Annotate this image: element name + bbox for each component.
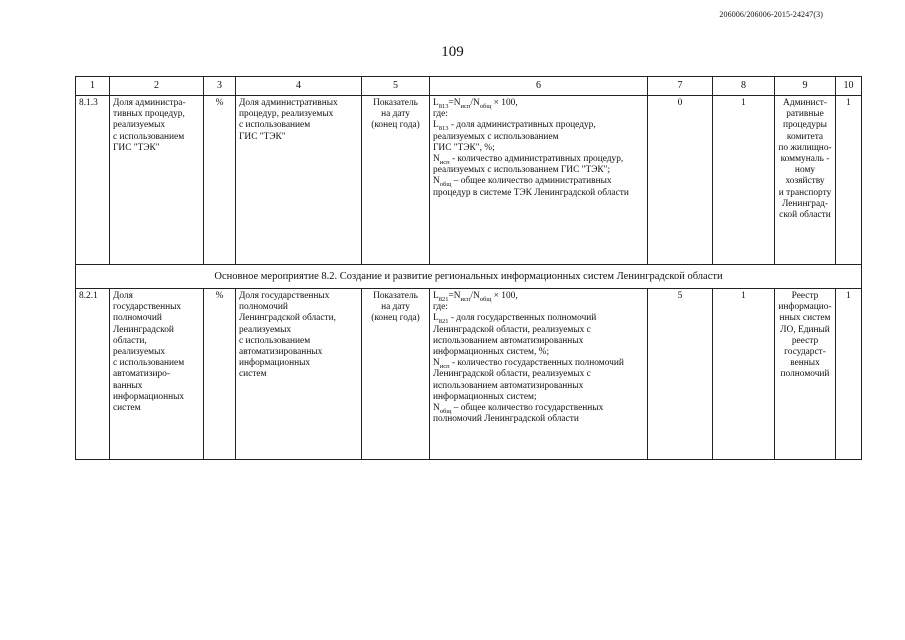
indicator-type: Показатель на дату (конец года) — [362, 289, 430, 460]
formula-n2-description: $N_{общ}$ – общее количество административных процедур в системе ТЭК Ленинградской области — [433, 176, 629, 198]
section-row — [76, 265, 862, 289]
table-row — [76, 289, 862, 460]
formula-l-description: $L_{821}$ - доля государственных полномочий Ленинградской области, реализуемых с использованием автоматизированных информационных систем, %; — [433, 313, 597, 358]
data-source: Админист- ративные процедуры комитета по жилищно- коммуналь - ному хозяйству и транспорту Ленинград- ской области — [775, 96, 836, 265]
value-col10: 1 — [836, 96, 862, 265]
formula-l-description: $L_{813}$ - доля административных процедур, реализуемых с использованием ГИС "ТЭК", %; — [433, 120, 596, 153]
row-code: 8.1.3 — [76, 96, 110, 265]
header-cell: 9 — [775, 77, 836, 96]
header-cell: 2 — [110, 77, 204, 96]
value-col8: 1 — [713, 289, 775, 460]
header-cell: 10 — [836, 77, 862, 96]
indicator-name: Доля администра- тивных процедур, реализуемых с использованием ГИС "ТЭК" — [110, 96, 204, 265]
header-cell: 1 — [76, 77, 110, 96]
formula-n1-description: $N_{исп}$ - количество государственных полномочий Ленинградской области, реализуемых с использованием автоматизированных информационных систем; — [433, 358, 624, 402]
header-cell: 8 — [713, 77, 775, 96]
where-label: где: — [433, 109, 448, 120]
formula-cell — [430, 289, 648, 460]
document-id: 206006/206006-2015-24247(3) — [719, 10, 823, 19]
value-col7: 5 — [648, 289, 713, 460]
page-number: 109 — [441, 44, 464, 60]
row-code: 8.2.1 — [76, 289, 110, 460]
header-row — [76, 77, 862, 96]
where-label: где: — [433, 302, 448, 313]
header-cell: 6 — [430, 77, 648, 96]
indicator-type: Показатель на дату (конец года) — [362, 96, 430, 265]
header-cell: 7 — [648, 77, 713, 96]
indicator-definition: Доля административных процедур, реализуемых с использованием ГИС "ТЭК" — [236, 96, 362, 265]
unit-cell: % — [204, 289, 236, 460]
header-cell: 3 — [204, 77, 236, 96]
unit-cell: % — [204, 96, 236, 265]
indicators-table — [75, 76, 862, 460]
value-col7: 0 — [648, 96, 713, 265]
formula-line: $L_{813}=N_{исп}/N_{общ} \times 100$, — [433, 98, 518, 110]
formula-n2-description: $N_{общ}$ – общее количество государственных полномочий Ленинградской области — [433, 403, 604, 425]
formula-line: $L_{821}=N_{исп}/N_{общ} \times 100$, — [433, 291, 518, 303]
header-cell: 4 — [236, 77, 362, 96]
indicator-definition: Доля государственных полномочий Ленинградской области, реализуемых с использованием автоматизированных информационных систем — [236, 289, 362, 460]
formula-cell — [430, 96, 648, 265]
section-title: Основное мероприятие 8.2. Создание и развитие региональных информационных систем Ленинградской области — [76, 265, 862, 289]
table-row — [76, 96, 862, 265]
indicator-name: Доля государственных полномочий Ленинградской области, реализуемых с использованием автоматизиро- ванных информационных систем — [110, 289, 204, 460]
data-source: Реестр информацио- нных систем ЛО, Единый реестр государст- венных полномочий — [775, 289, 836, 460]
value-col8: 1 — [713, 96, 775, 265]
formula-n1-description: $N_{исп}$ - количество административных процедур, реализуемых с использованием ГИС "ТЭК"; — [433, 154, 624, 176]
header-cell: 5 — [362, 77, 430, 96]
value-col10: 1 — [836, 289, 862, 460]
